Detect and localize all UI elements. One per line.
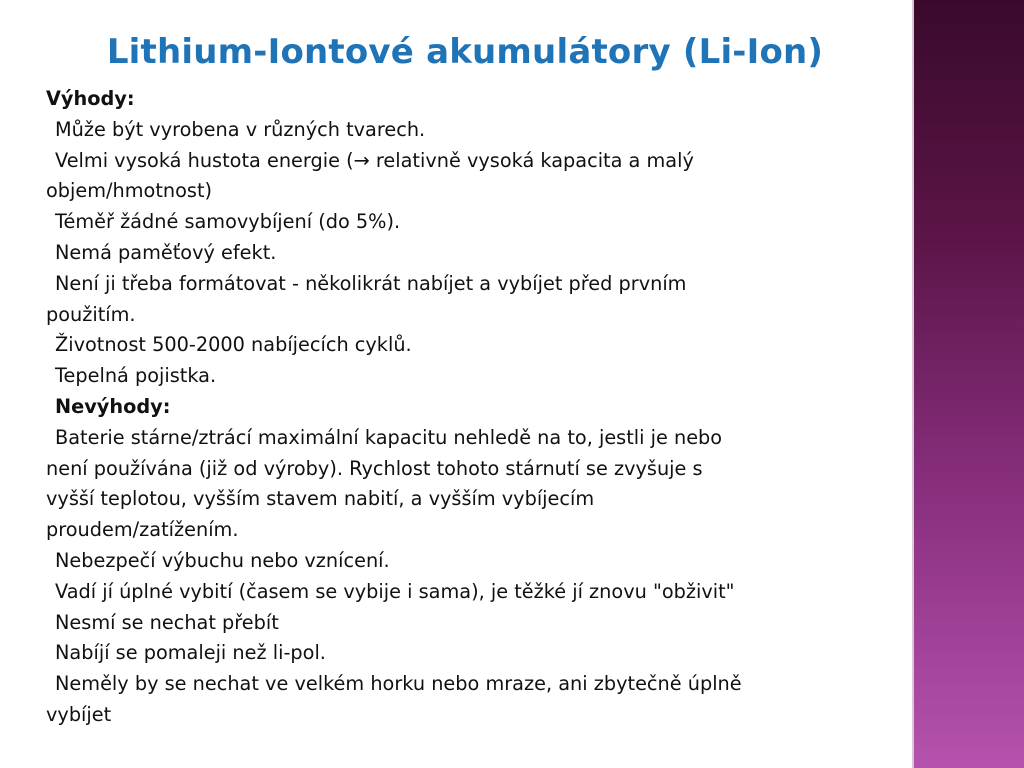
disadvantage-aging-cont-3: proudem/zatížením.	[46, 518, 239, 542]
advantage-shapes: Může být vyrobena v různých tvarech.	[55, 117, 426, 141]
slide-title: Lithium-Iontové akumulátory (Li-Ion)	[106, 32, 824, 72]
advantage-lifespan: Životnost 500-2000 nabíjecích cyklů.	[55, 333, 412, 357]
side-band-edge	[912, 0, 914, 768]
disadvantage-aging-cont-2: vyšší teplotou, vyšším stavem nabití, a vyšším vybíjecím	[46, 487, 595, 511]
disadvantage-overcharge: Nesmí se nechat přebít	[55, 610, 279, 634]
disadvantage-slow-charge: Nabíjí se pomaleji než li-pol.	[55, 641, 326, 665]
side-decoration-band	[912, 0, 1024, 768]
disadvantage-temperature-cont: vybíjet	[46, 702, 112, 726]
slide-body	[46, 84, 902, 731]
advantage-self-discharge: Téměř žádné samovybíjení (do 5%).	[55, 210, 401, 234]
advantage-no-formatting-cont: použitím.	[46, 302, 136, 326]
advantage-energy-density-cont: objem/hmotnost)	[46, 179, 213, 203]
disadvantage-deep-discharge: Vadí jí úplné vybití (časem se vybije i sama), je těžké jí znovu "obživit"	[55, 579, 735, 603]
disadvantage-temperature: Neměly by se nechat ve velkém horku nebo mraze, ani zbytečně úplně	[55, 672, 742, 696]
disadvantage-aging-cont-1: není používána (již od výroby). Rychlost tohoto stárnutí se zvyšuje s	[46, 456, 703, 480]
advantage-no-formatting: Není ji třeba formátovat - několikrát nabíjet a vybíjet před prvním	[55, 271, 687, 295]
advantage-no-memory: Nemá paměťový efekt.	[55, 240, 277, 264]
advantage-energy-density: Velmi vysoká hustota energie (→ relativně vysoká kapacita a malý	[55, 148, 694, 172]
disadvantage-explosion: Nebezpečí výbuchu nebo vznícení.	[55, 548, 390, 572]
advantage-thermal-fuse: Tepelná pojistka.	[55, 364, 217, 388]
advantages-heading: Výhody:	[46, 87, 135, 110]
disadvantages-heading: Nevýhody:	[55, 394, 171, 418]
disadvantage-aging: Baterie stárne/ztrácí maximální kapacitu nehledě na to, jestli je nebo	[55, 425, 723, 449]
